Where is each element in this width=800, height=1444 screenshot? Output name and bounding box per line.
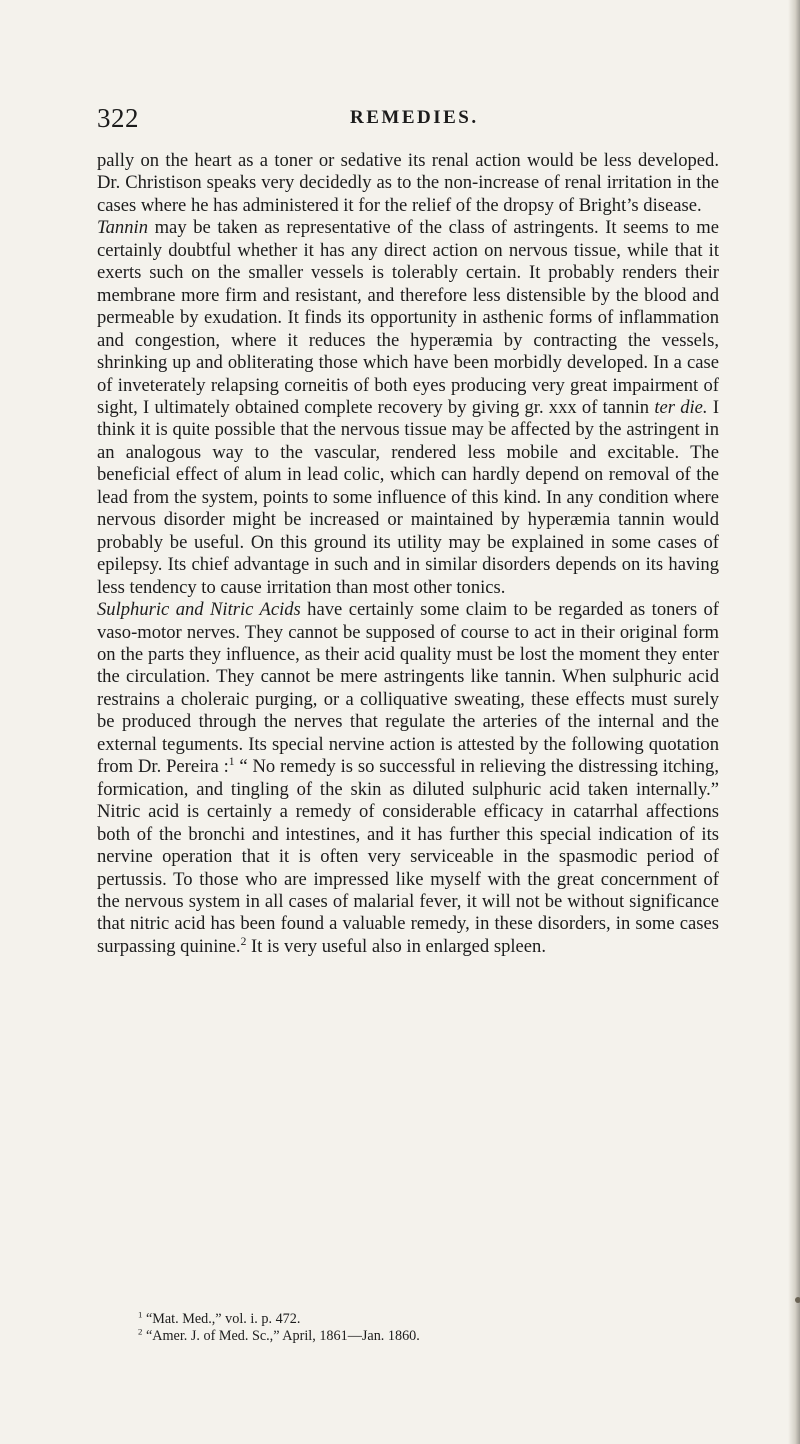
body-text — [97, 150, 719, 958]
text-run: I think it is quite possible that the nervous tissue may be affected by the astringent in an analogous way to the vascular, rendered less mobile and excitable. The beneficial effect of alum in lead colic, which can hardly depend on removal of the lead from the system, points to some influence of this kind. In any condition where nervous disorder might be increased or maintained by hyperæmia tannin would probably be useful. On this ground its utility may be explained in some cases of epilepsy. Its chief advantage in such and in similar disorders depends on its having less tendency to cause irritation than most other tonics. — [97, 396, 720, 598]
italic-term: Tannin — [97, 217, 148, 239]
page-number: 322 — [97, 103, 139, 133]
footnote-text: “Mat. Med.,” vol. i. p. 472. — [142, 1311, 301, 1327]
footnote-text: “Amer. J. of Med. Sc.,” April, 1861—Jan. 1860. — [142, 1328, 420, 1344]
text-run: “ No remedy is so successful in relieving the distressing itching, formication, and tingling of the skin as diluted sulphuric acid taken internally.” Nitric acid is certainly a remedy of considerable efficacy in catarrhal affections both of the bronchi and intestines, and it has further this special indication of its nervine operation that it is often very serviceable in the spasmodic period of pertussis. To those who are impressed like myself with the great concernment of the nervous system in all cases of malarial fever, it will not be without significance that nitric acid has been found a valuable remedy, in these disorders, in some cases surpassing quinine. — [97, 756, 720, 957]
footnote — [138, 1328, 698, 1345]
text-run: pally on the heart as a toner or sedative its renal action would be less developed. Dr. Christison speaks very decidedly as to the non-increase of renal irritation in the cases where he has administered it for the relief of the dropsy of Bright’s disease. — [97, 150, 719, 216]
footnote-ref: 1 — [228, 756, 235, 769]
paragraph — [97, 599, 719, 958]
footnote-ref: 2 — [240, 935, 247, 948]
footnote — [138, 1311, 698, 1328]
footnote-mark: 1 — [138, 1309, 143, 1320]
footnote-mark: 2 — [138, 1326, 143, 1337]
italic-term: Sulphuric and Nitric Acids — [97, 599, 301, 621]
running-head: REMEDIES. — [350, 107, 479, 128]
text-run: may be taken as representative of the class of astringents. It seems to me certainly doubtful whether it has any direct action on nervous tissue, while that it exerts such on the smaller vessels is tolerably certain. It probably renders their membrane more firm and resistant, and therefore less distensible by the blood and permeable by exudation. It finds its opportunity in asthenic forms of inflammation and congestion, where it reduces the hyperæmia by contracting the vessels, shrinking up and obliterating those which have been morbidly developed. In a case of inveterately relapsing corneitis of both eyes producing very great impairment of sight, I ultimately obtained complete recovery by giving gr. xxx of tannin — [97, 217, 719, 418]
text-run: It is very useful also in enlarged spleen. — [246, 935, 547, 957]
footnotes — [138, 1311, 698, 1345]
page-edge-shadow — [788, 0, 800, 1444]
paragraph — [97, 217, 719, 599]
page-header — [97, 103, 717, 137]
text-run: have certainly some claim to be regarded as toners of vaso-motor nerves. They cannot be supposed of course to act in their original form on the parts they influence, as their acid quality must be lost the moment they enter the circulation. They cannot be mere astringents like tannin. When sulphuric acid restrains a choleraic purging, or a colliquative sweating, these effects must surely be produced through the nerves that regulate the arteries of the internal and the external teguments. Its special nervine action is attested by the following quotation from Dr. Pereira : — [97, 599, 719, 778]
paper-speck — [795, 1297, 800, 1303]
italic-term: ter die. — [654, 396, 708, 418]
paragraph — [97, 150, 719, 217]
